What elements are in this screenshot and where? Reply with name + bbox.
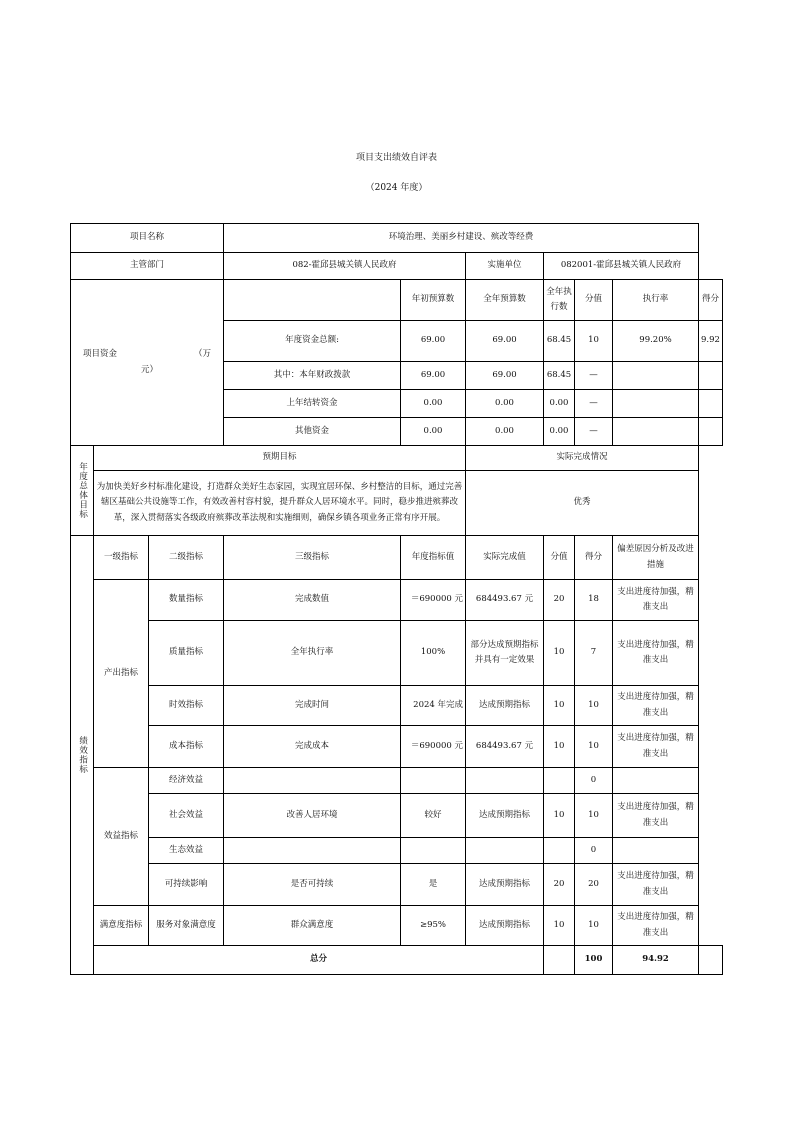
fund-score: —: [575, 418, 613, 446]
perf-actual: 达成预期指标: [466, 906, 544, 946]
perf-note: 支出进度待加强，精准支出: [613, 726, 699, 768]
perf-l2: 成本指标: [149, 726, 224, 768]
perf-l3: 改善人居环境: [224, 794, 401, 838]
perf-actual: 部分达成预期指标并具有一定效果: [466, 621, 544, 686]
perf-l3: 是否可持续: [224, 864, 401, 906]
funds-header-got: 得分: [699, 280, 723, 321]
perf-row: [71, 580, 723, 621]
perf-got: 20: [575, 864, 613, 906]
perf-header-actual: 实际完成值: [466, 536, 544, 580]
perf-got: 18: [575, 580, 613, 621]
perf-score: 10: [544, 794, 575, 838]
self-evaluation-table: [70, 223, 723, 975]
perf-note: 支出进度待加强，精准支出: [613, 906, 699, 946]
unit-value: 082001-霍邱县城关镇人民政府: [544, 253, 699, 280]
project-name-value: 环境治理、美丽乡村建设、殡改等经费: [224, 224, 699, 253]
group-benefit: 效益指标: [94, 768, 149, 906]
perf-actual: 达成预期指标: [466, 686, 544, 726]
funds-header-score: 分值: [575, 280, 613, 321]
perf-note: 支出进度待加强，精准支出: [613, 794, 699, 838]
perf-actual: [466, 838, 544, 864]
fund-name: 其他资金: [224, 418, 401, 446]
perf-target: ＝690000 元: [401, 726, 466, 768]
perf-actual: 684493.67 元: [466, 726, 544, 768]
perf-l3: 完成数值: [224, 580, 401, 621]
fund-init: 69.00: [401, 321, 466, 362]
goal-content-row: [71, 471, 723, 536]
dept-label: 主管部门: [71, 253, 224, 280]
perf-got: 10: [575, 686, 613, 726]
perf-score: 20: [544, 580, 575, 621]
perf-header-note: 偏差原因分析及改进措施: [613, 536, 699, 580]
fund-rate: 99.20%: [613, 321, 699, 362]
funds-header-init: 年初预算数: [401, 280, 466, 321]
perf-l2: 数量指标: [149, 580, 224, 621]
perf-l2: 生态效益: [149, 838, 224, 864]
perf-score: 10: [544, 621, 575, 686]
goal-header-row: [71, 446, 723, 471]
perf-got: 10: [575, 726, 613, 768]
perf-note: [613, 768, 699, 794]
fund-init: 69.00: [401, 362, 466, 390]
fund-score: —: [575, 390, 613, 418]
perf-score: 10: [544, 686, 575, 726]
fund-got: 9.92: [699, 321, 723, 362]
perf-row: [71, 621, 723, 686]
perf-row: [71, 726, 723, 768]
perf-row: [71, 768, 723, 794]
perf-l3: 完成时间: [224, 686, 401, 726]
perf-l3: 全年执行率: [224, 621, 401, 686]
perf-target: 较好: [401, 794, 466, 838]
perf-target: 是: [401, 864, 466, 906]
funds-label-b: （万: [193, 349, 211, 360]
project-name-label: 项目名称: [71, 224, 224, 253]
perf-l2: 经济效益: [149, 768, 224, 794]
perf-row: [71, 686, 723, 726]
fund-rate: [613, 418, 699, 446]
perf-got: 0: [575, 838, 613, 864]
fund-got: [699, 390, 723, 418]
department-row: [71, 253, 723, 280]
fund-init: 0.00: [401, 390, 466, 418]
perf-target: [401, 838, 466, 864]
perf-note: 支出进度待加强，精准支出: [613, 864, 699, 906]
group-output: 产出指标: [94, 580, 149, 768]
funds-header-exec: 全年执行数: [544, 280, 575, 321]
fund-exec: 68.45: [544, 321, 575, 362]
perf-target: ≥95%: [401, 906, 466, 946]
project-name-row: [71, 224, 723, 253]
perf-note: [613, 838, 699, 864]
perf-l3: [224, 768, 401, 794]
perf-header-score: 分值: [544, 536, 575, 580]
perf-header-l1: 一级指标: [94, 536, 149, 580]
fund-exec: 0.00: [544, 418, 575, 446]
perf-header-target: 年度指标值: [401, 536, 466, 580]
goal-actual-label: 实际完成情况: [466, 446, 699, 471]
perf-actual: 达成预期指标: [466, 864, 544, 906]
perf-score: [544, 768, 575, 794]
fund-exec: 0.00: [544, 390, 575, 418]
perf-header-l2: 二级指标: [149, 536, 224, 580]
perf-row: [71, 838, 723, 864]
perf-target: 100%: [401, 621, 466, 686]
perf-score: 10: [544, 726, 575, 768]
funds-label: [71, 280, 224, 446]
total-row: [71, 946, 723, 975]
fund-full: 69.00: [466, 321, 544, 362]
goal-side-label: 年度总体目标: [71, 446, 94, 536]
goal-expected-label: 预期目标: [94, 446, 466, 471]
dept-value: 082-霍邱县城关镇人民政府: [224, 253, 466, 280]
fund-rate: [613, 362, 699, 390]
fund-exec: 68.45: [544, 362, 575, 390]
perf-l2: 服务对象满意度: [149, 906, 224, 946]
total-note: [699, 946, 723, 975]
fund-full: 69.00: [466, 362, 544, 390]
perf-target: [401, 768, 466, 794]
perf-header-l3: 三级指标: [224, 536, 401, 580]
fund-name: 其中：本年财政拨款: [224, 362, 401, 390]
perf-l2: 质量指标: [149, 621, 224, 686]
perf-got: 7: [575, 621, 613, 686]
perf-l3: 群众满意度: [224, 906, 401, 946]
group-satisfaction: 满意度指标: [94, 906, 149, 946]
fund-full: 0.00: [466, 418, 544, 446]
perf-actual: 达成预期指标: [466, 794, 544, 838]
unit-label: 实施单位: [466, 253, 544, 280]
funds-label-a: 项目资金: [83, 349, 118, 360]
perf-header-got: 得分: [575, 536, 613, 580]
goal-actual-text: 优秀: [466, 471, 699, 536]
perf-note: 支出进度待加强，精准支出: [613, 580, 699, 621]
funds-header-row: [71, 280, 723, 321]
perf-side-label: 绩效指标: [71, 536, 94, 975]
perf-score: 10: [544, 906, 575, 946]
fund-got: [699, 418, 723, 446]
funds-header-blank: [224, 280, 401, 321]
perf-note: 支出进度待加强，精准支出: [613, 621, 699, 686]
perf-row: [71, 864, 723, 906]
perf-l2: 社会效益: [149, 794, 224, 838]
perf-note: 支出进度待加强，精准支出: [613, 686, 699, 726]
total-got: 94.92: [613, 946, 699, 975]
perf-actual: [466, 768, 544, 794]
perf-row: [71, 906, 723, 946]
perf-l2: 时效指标: [149, 686, 224, 726]
funds-label-c: 元）: [141, 364, 159, 375]
perf-score: 20: [544, 864, 575, 906]
year-subtitle: （2024 年度）: [365, 183, 428, 193]
perf-score: [544, 838, 575, 864]
total-score: 100: [575, 946, 613, 975]
perf-header-row: [71, 536, 723, 580]
goal-expected-text: 为加快美好乡村标准化建设，打造群众美好生态家园，实现宜居环保、乡村整洁的目标，通过完善辖区基础公共设施等工作，有效改善村容村貌，提升群众人居环境水平。同时，稳步推进殡葬改革，深入贯彻落实各级政府殡葬改革法规和实施细则，确保乡镇各项业务正常有序开展。: [94, 471, 466, 536]
fund-init: 0.00: [401, 418, 466, 446]
fund-score: —: [575, 362, 613, 390]
perf-got: 0: [575, 768, 613, 794]
perf-actual: 684493.67 元: [466, 580, 544, 621]
perf-l3: [224, 838, 401, 864]
fund-score: 10: [575, 321, 613, 362]
perf-l3: 完成成本: [224, 726, 401, 768]
funds-header-full: 全年预算数: [466, 280, 544, 321]
fund-name: 年度资金总额:: [224, 321, 401, 362]
perf-target: ＝690000 元: [401, 580, 466, 621]
fund-full: 0.00: [466, 390, 544, 418]
perf-got: 10: [575, 794, 613, 838]
perf-row: [71, 794, 723, 838]
fund-got: [699, 362, 723, 390]
funds-header-rate: 执行率: [613, 280, 699, 321]
fund-name: 上年结转资金: [224, 390, 401, 418]
total-blank: [544, 946, 575, 975]
total-label: 总分: [94, 946, 544, 975]
perf-target: 2024 年完成: [401, 686, 466, 726]
page-title: 项目支出绩效自评表: [355, 153, 437, 163]
perf-l2: 可持续影响: [149, 864, 224, 906]
fund-rate: [613, 390, 699, 418]
perf-got: 10: [575, 906, 613, 946]
